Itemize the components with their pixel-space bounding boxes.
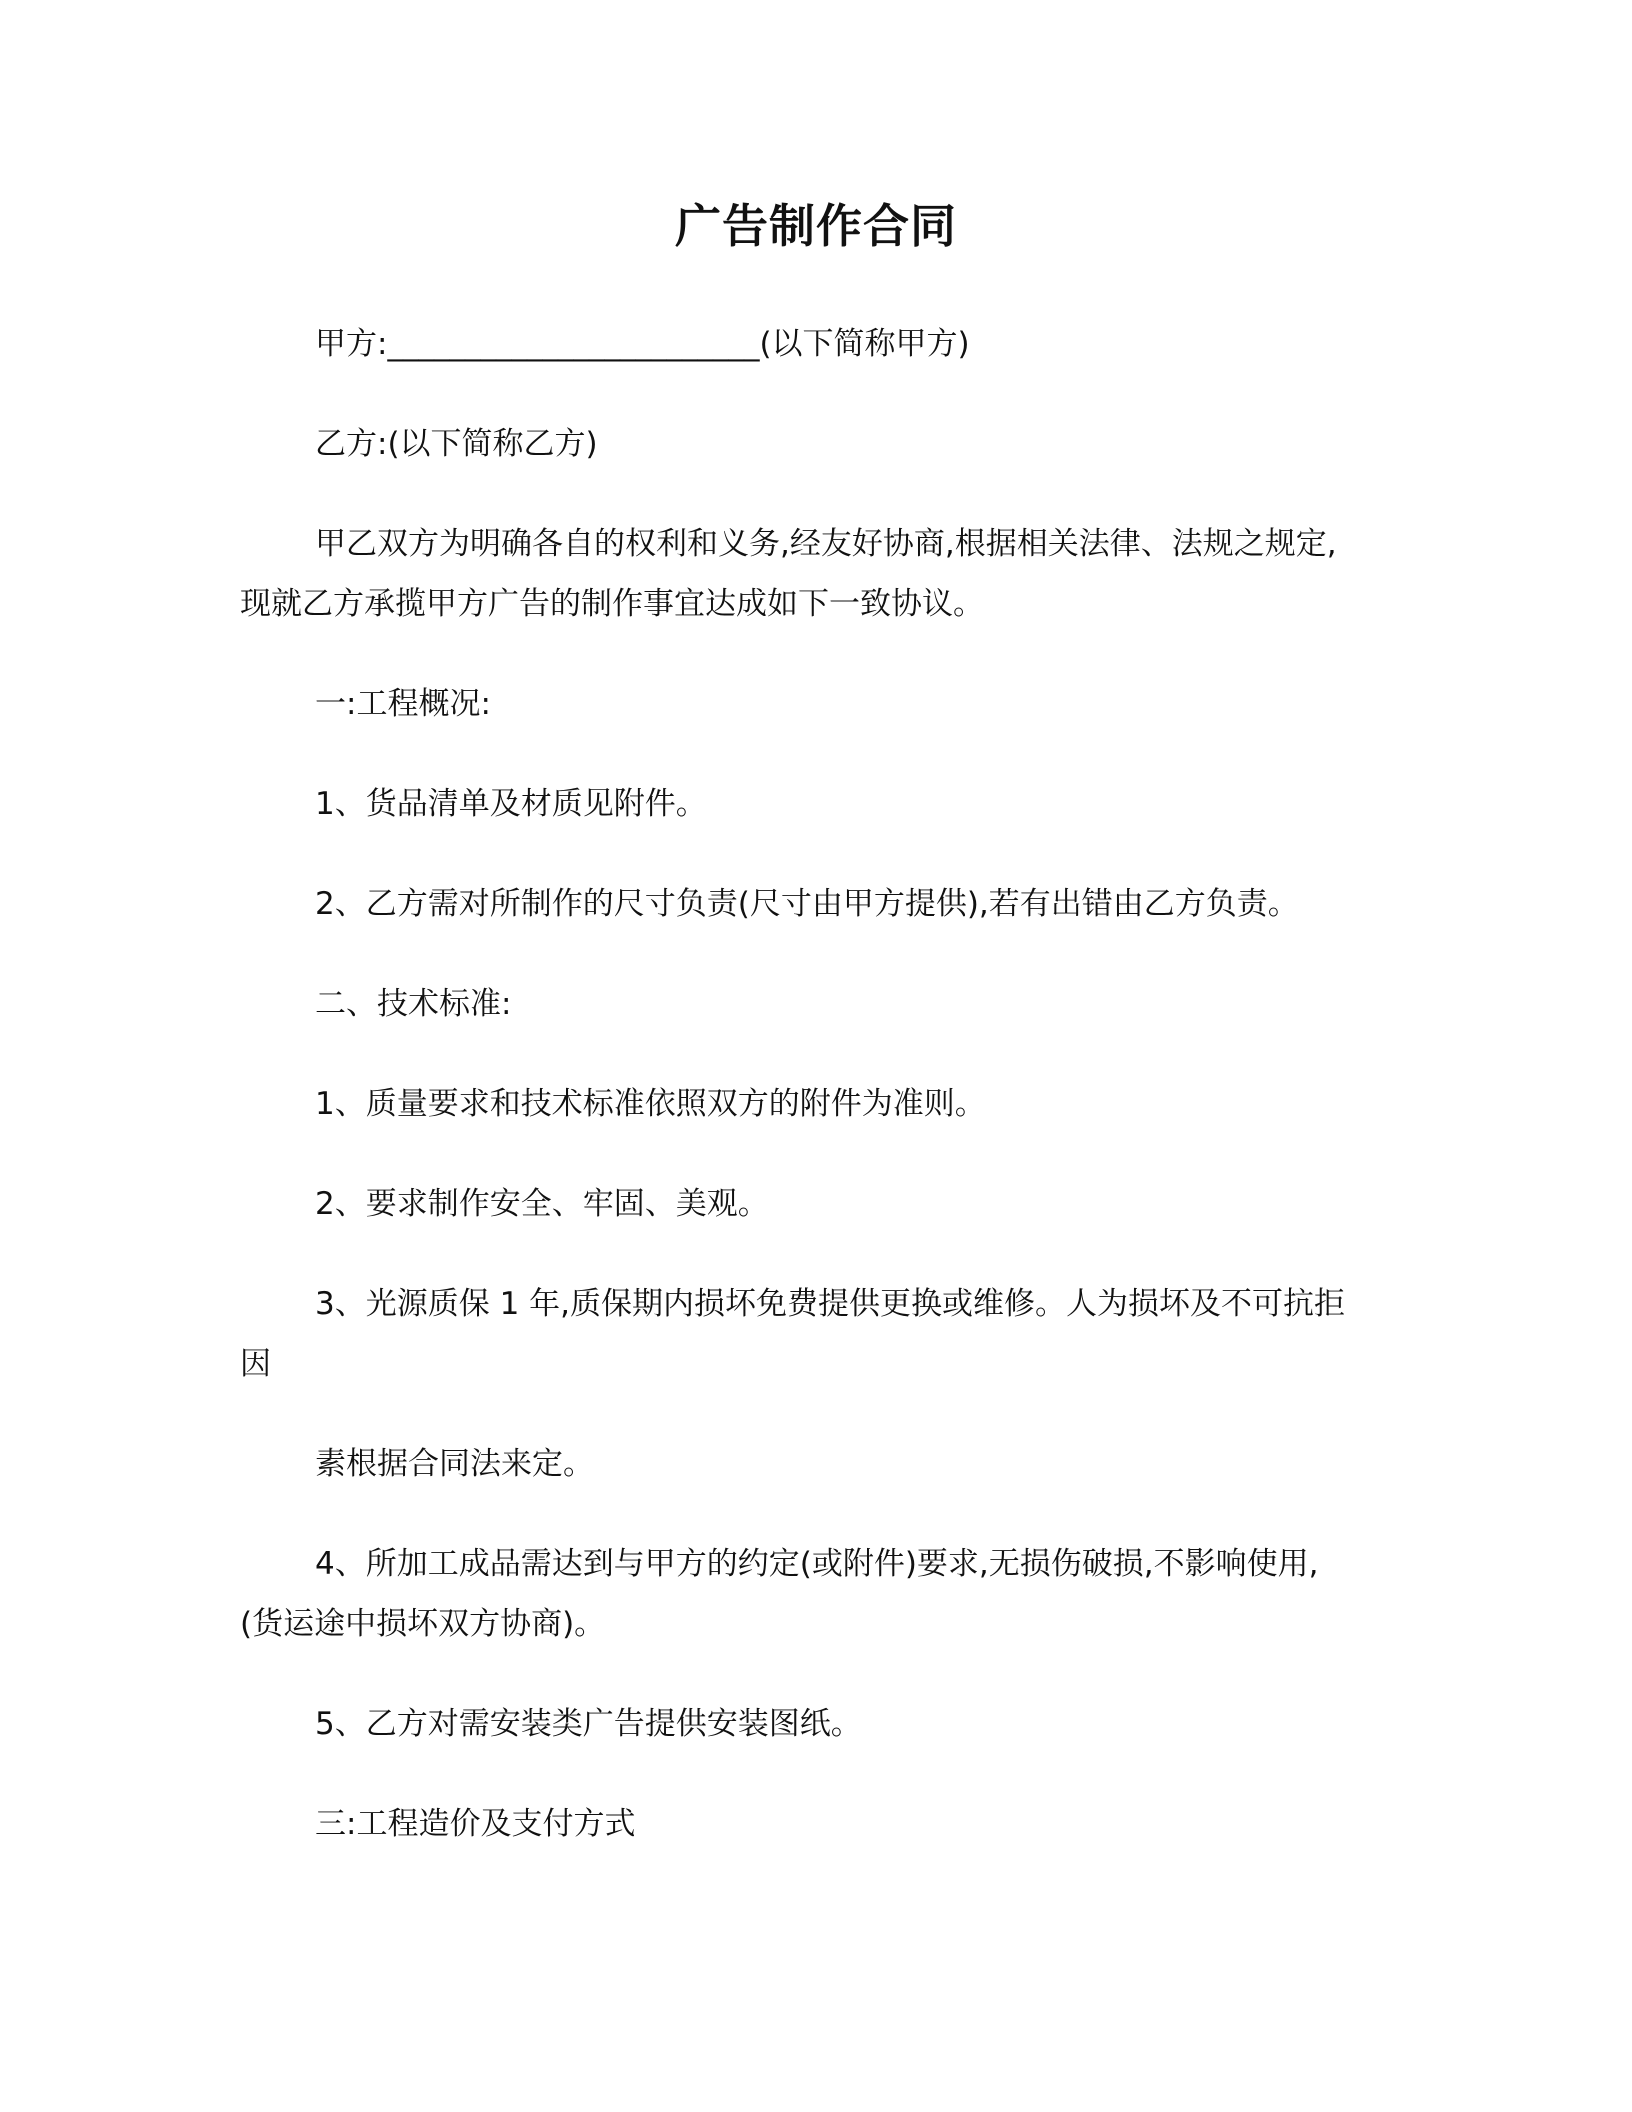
section-2-item-3-line-2: 因 — [240, 1346, 271, 1382]
document-title: 广告制作合同 — [675, 199, 957, 253]
section-3-heading: 三:工程造价及支付方式 — [315, 1806, 636, 1842]
section-2-item-1: 1、质量要求和技术标准依照双方的附件为准则。 — [315, 1086, 986, 1122]
section-2-item-2: 2、要求制作安全、牢固、美观。 — [315, 1186, 769, 1222]
section-1-item-1: 1、货品清单及材质见附件。 — [315, 786, 707, 822]
party-a-line: 甲方:________________________(以下简称甲方) — [315, 326, 970, 362]
section-2-heading: 二、技术标准: — [315, 986, 512, 1022]
section-1-heading: 一:工程概况: — [315, 686, 491, 722]
section-2-item-3-line-1: 3、光源质保 1 年,质保期内损坏免费提供更换或维修。人为损坏及不可抗拒 — [315, 1286, 1346, 1322]
party-b-line: 乙方:(以下简称乙方) — [315, 426, 598, 462]
section-2-item-4-line-1: 4、所加工成品需达到与甲方的约定(或附件)要求,无损伤破损,不影响使用, — [315, 1546, 1319, 1582]
section-2-item-3-line-3: 素根据合同法来定。 — [315, 1446, 594, 1482]
section-2-item-4-line-2: (货运途中损坏双方协商)。 — [240, 1606, 606, 1642]
section-2-item-5: 5、乙方对需安装类广告提供安装图纸。 — [315, 1706, 862, 1742]
section-1-item-2: 2、乙方需对所制作的尺寸负责(尺寸由甲方提供),若有出错由乙方负责。 — [315, 886, 1299, 922]
preamble-line-2: 现就乙方承揽甲方广告的制作事宜达成如下一致协议。 — [240, 586, 984, 622]
preamble-line-1: 甲乙双方为明确各自的权利和义务,经友好协商,根据相关法律、法规之规定, — [315, 526, 1337, 562]
